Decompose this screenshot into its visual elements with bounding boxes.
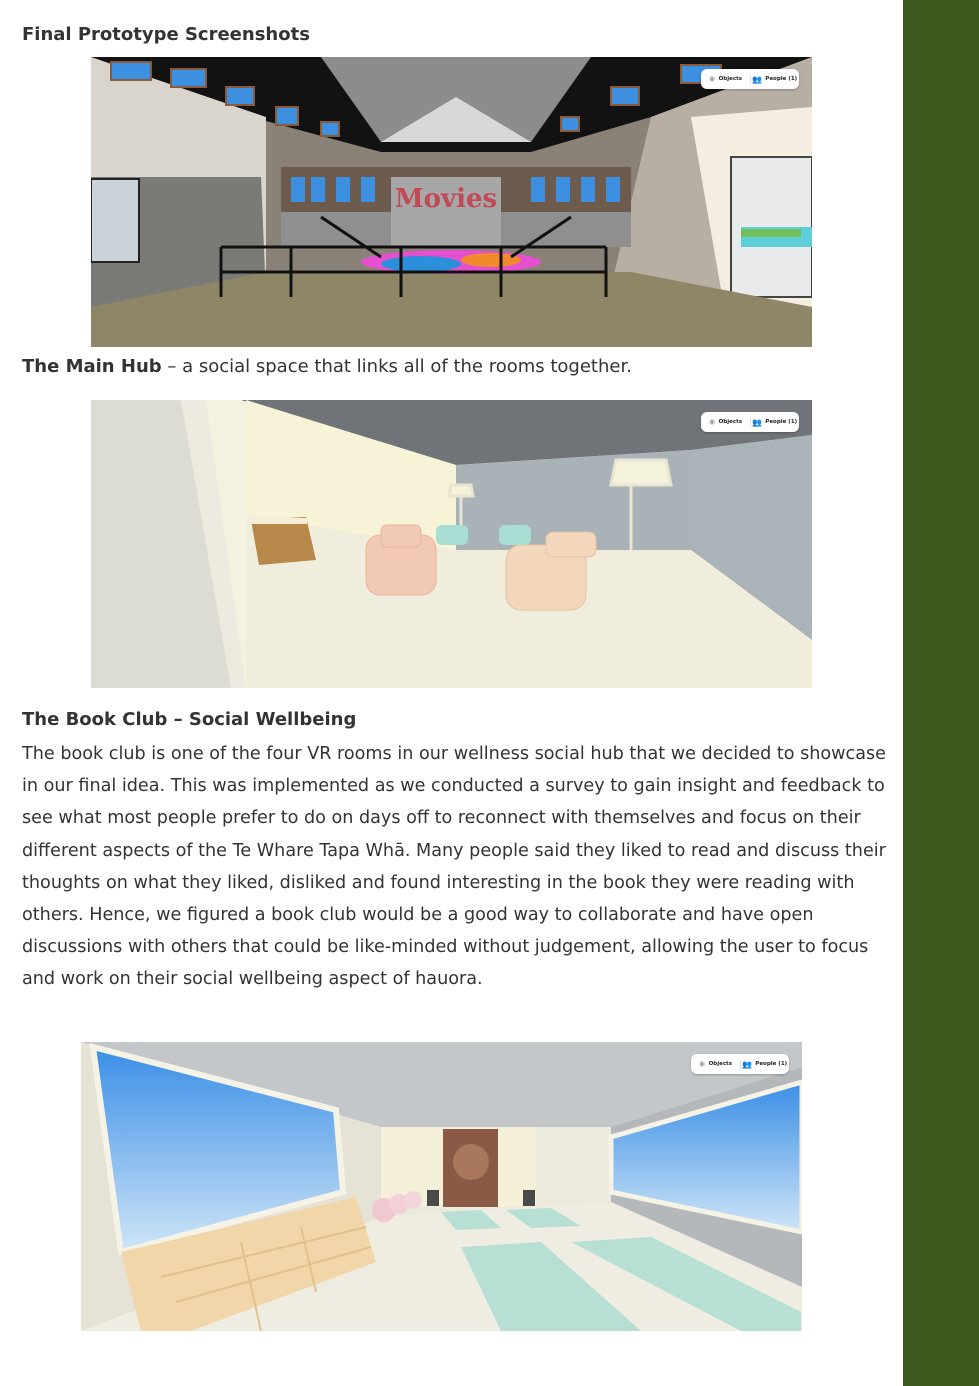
people-icon: 👥 [752,74,763,84]
book-club-paragraph: The book club is one of the four VR rooms in our wellness social hub that we decided to showcase in our final idea. This was implemented as we conducted a survey to gain insight and feedback to see what most people prefer to do on days off to reconnect with themselves and focus on their different aspects of the Te Whare Tapa Whā. Many people said they liked to read and discuss their thoughts on what they liked, disliked and found interesting in the book they were reading with others. Hence, we figured a book club would be a good way to collaborate and have open discussions with others that could be like-minded without judgement, allowing the user to focus and work on their social wellbeing aspect of hauora. [22,744,887,990]
toolbar-pill [701,69,799,89]
book-club-heading: The Book Club – Social Wellbeing [22,709,357,730]
objects-button[interactable]: ⚛ Objects [708,74,743,84]
objects-icon: ⚛ [708,74,716,84]
page-title: Final Prototype Screenshots [22,24,310,45]
main-hub-screenshot [91,57,812,347]
yoga-room-screenshot [81,1042,802,1331]
movies-sign: Movies [394,184,498,214]
objects-button[interactable]: ⚛ Objects [698,1059,733,1069]
main-hub-caption: The Main Hub – a social space that links all of the rooms together. [22,356,632,377]
people-icon: 👥 [742,1059,753,1069]
people-button[interactable]: 👥 People (1) [750,75,800,84]
book-club-screenshot [91,400,812,688]
green-side-band [903,0,979,1386]
objects-icon: ⚛ [708,417,716,427]
people-button[interactable]: 👥 People (1) [740,1060,790,1069]
people-icon: 👥 [752,417,763,427]
toolbar-pill [691,1054,789,1074]
objects-button[interactable]: ⚛ Objects [708,417,743,427]
objects-icon: ⚛ [698,1059,706,1069]
toolbar-pill [701,412,799,432]
people-button[interactable]: 👥 People (1) [750,418,800,427]
